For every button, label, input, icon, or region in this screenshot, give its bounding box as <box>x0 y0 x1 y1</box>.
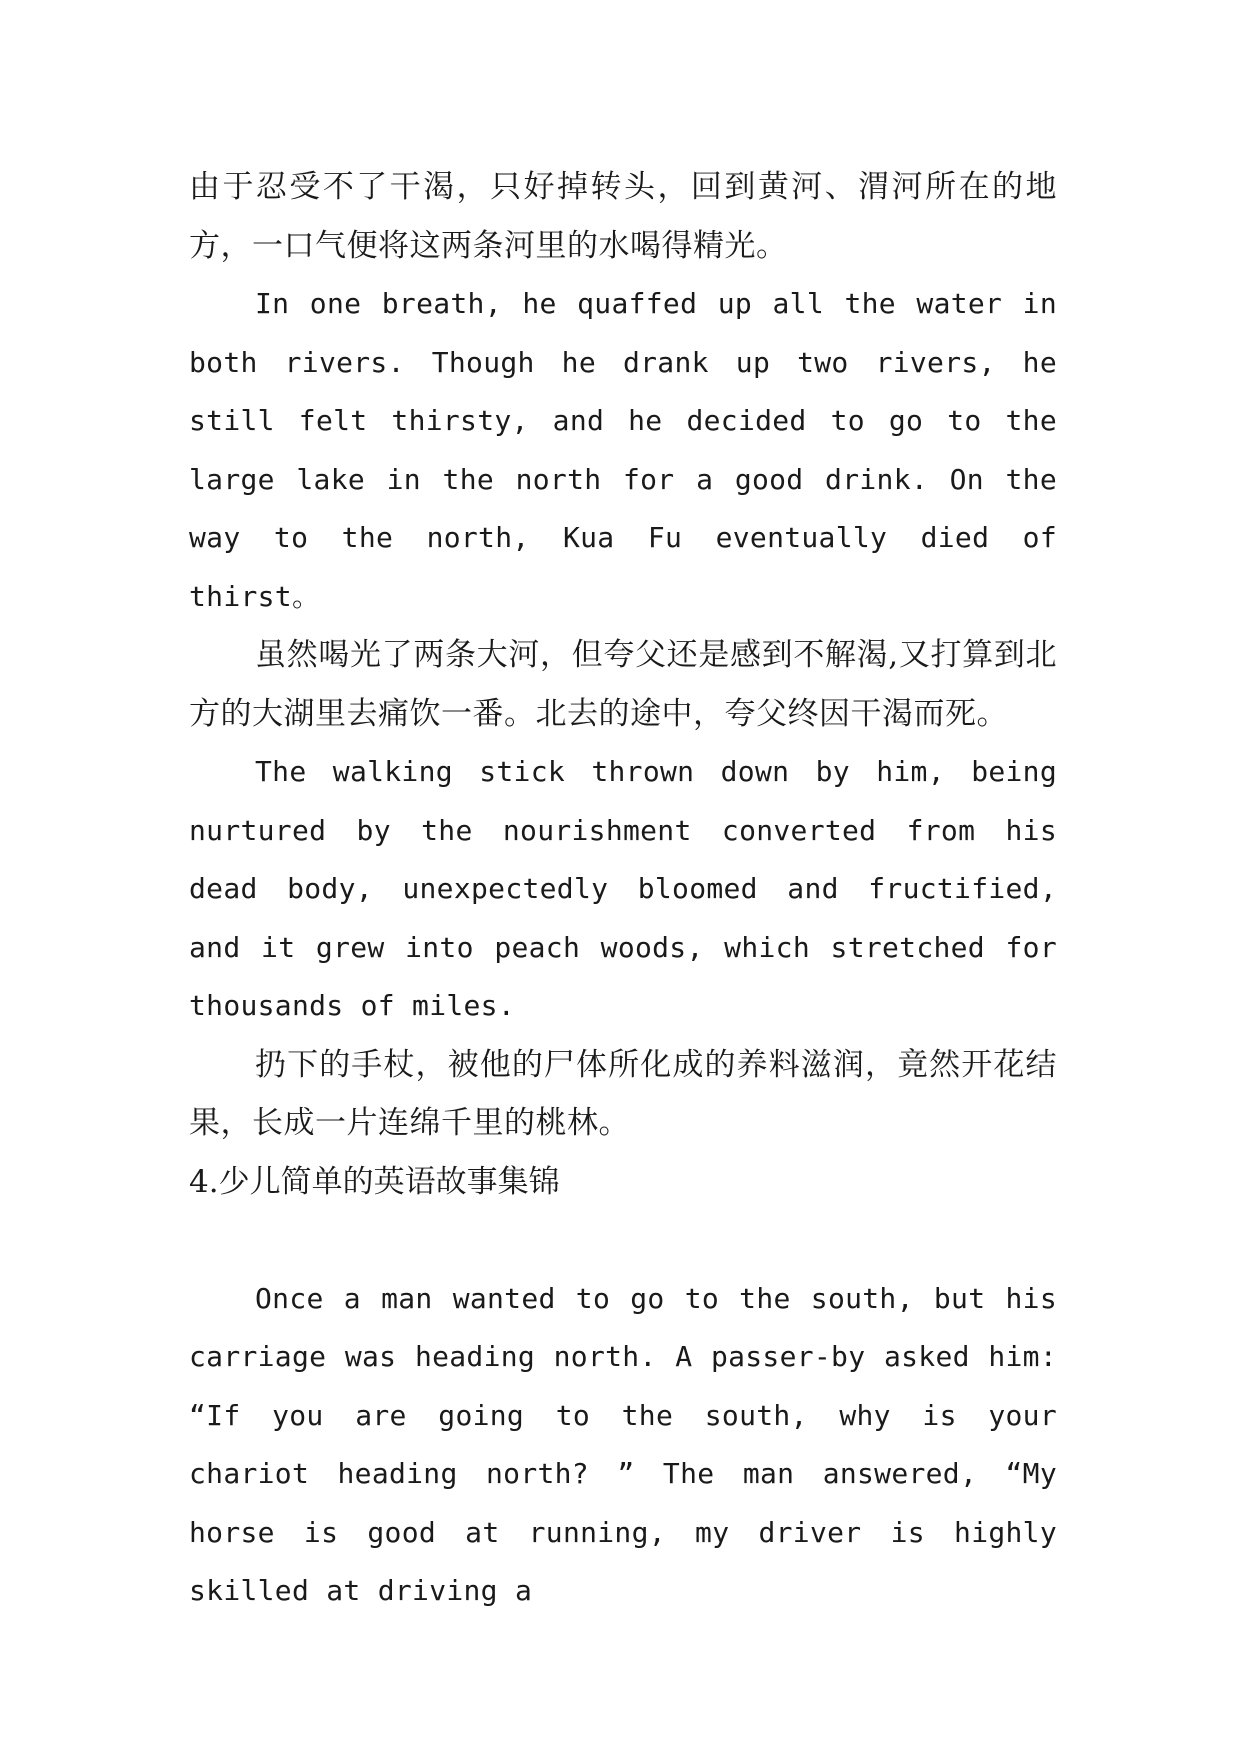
paragraph-zh-3: 扔下的手杖，被他的尸体所化成的养料滋润，竟然开花结果，长成一片连绵千里的桃林。 <box>189 1046 1057 1141</box>
blank-line <box>189 1211 1057 1270</box>
document-page <box>189 158 1057 1621</box>
section-heading: 4.少儿简单的英语故事集锦 <box>189 1163 560 1200</box>
paragraph-en-2: The walking stick thrown down by him, being nurtured by the nourishment converted from his dead body, unexpectedly bloomed and fructified, and it grew into peach woods, which stretched for thousands of miles. <box>189 755 1057 1022</box>
story-paragraph: Once a man wanted to go to the south, but his carriage was heading north. A passer-by asked him: “If you are going to the south, why is your chariot heading north? ” The man answered, “My horse is good at running, my driver is highly skilled at driving a <box>189 1281 1057 1607</box>
paragraph-zh-1: 由于忍受不了干渴，只好掉转头，回到黄河、渭河所在的地方，一口气便将这两条河里的水喝得精光。 <box>189 169 1057 264</box>
paragraph-zh-2: 虽然喝光了两条大河，但夸父还是感到不解渴,又打算到北方的大湖里去痛饮一番。北去的途中，夸父终因干渴而死。 <box>189 637 1057 732</box>
paragraph-en-1: In one breath, he quaffed up all the water in both rivers. Though he drank up two rivers, he still felt thirsty, and he decided to go to the large lake in the north for a good drink. On the way to the north, Kua Fu eventually died of thirst。 <box>189 287 1057 613</box>
